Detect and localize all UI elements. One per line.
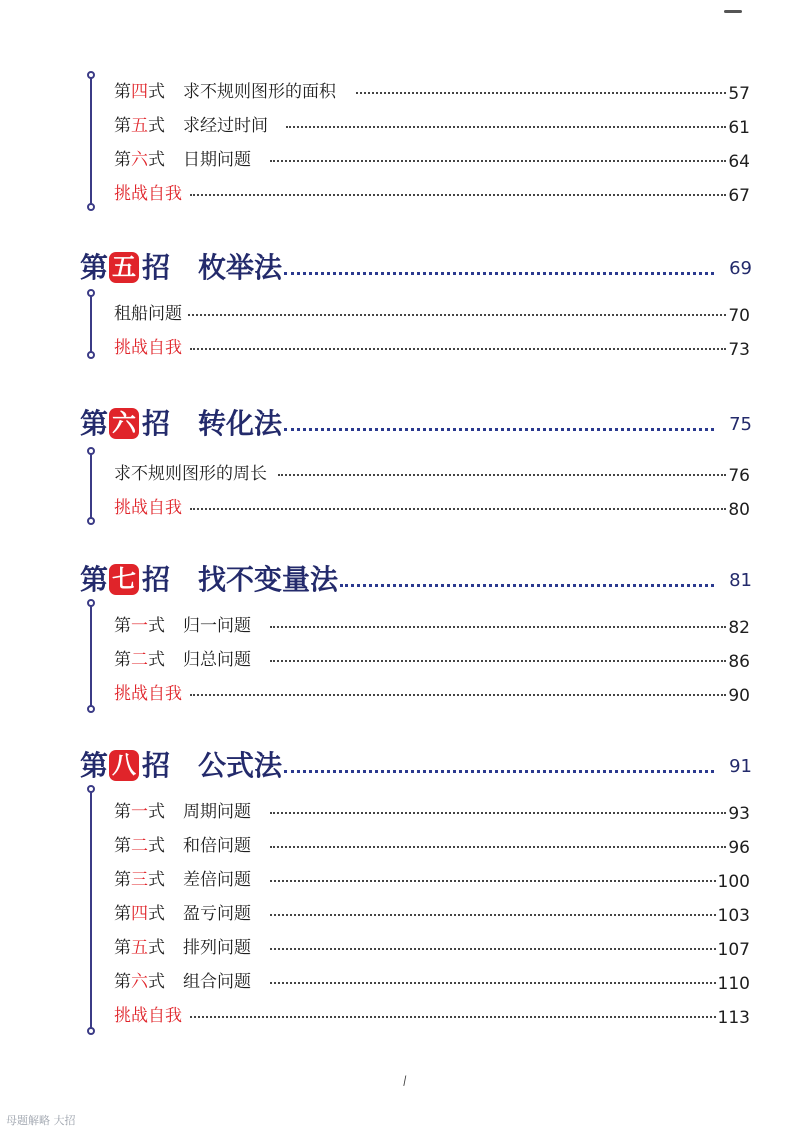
- toc-entry[interactable]: [114, 968, 750, 994]
- entry-label: 第五式 求经过时间: [114, 116, 268, 136]
- footer-watermark: 母题解略 大招: [6, 1114, 76, 1127]
- entry-label: 第一式 周期问题: [114, 802, 251, 822]
- entry-title: 求经过时间: [183, 116, 268, 136]
- entry-page-number: 113: [717, 1008, 750, 1028]
- section-header[interactable]: [80, 248, 752, 288]
- header-suffix: 招: [142, 251, 171, 284]
- dot-leader: [190, 194, 726, 196]
- dot-leader: [190, 694, 726, 696]
- entry-page-number: 96: [728, 838, 750, 858]
- section-title: 转化法: [198, 407, 283, 440]
- entry-page-number: 93: [728, 804, 750, 824]
- entry-title: 盈亏问题: [183, 904, 251, 924]
- entry-label: 第四式 求不规则图形的面积: [114, 82, 336, 102]
- header-prefix: 第: [80, 563, 109, 596]
- dot-leader: [270, 626, 726, 628]
- entry-page-number: 100: [717, 872, 750, 892]
- entry-page-number: 103: [717, 906, 750, 926]
- entry-page-number: 110: [717, 974, 750, 994]
- entry-page-number: 80: [728, 500, 750, 520]
- entry-title: 组合问题: [183, 972, 251, 992]
- section-rail: [90, 604, 92, 708]
- section-page-number: 81: [729, 570, 752, 591]
- toc-entry[interactable]: [114, 78, 750, 104]
- entry-label: 第六式 组合问题: [114, 972, 251, 992]
- entry-page-number: 70: [728, 306, 750, 326]
- entry-title: 归总问题: [183, 650, 251, 670]
- entry-page-number: 90: [728, 686, 750, 706]
- section-number-badge: 六: [109, 408, 139, 439]
- toc-entry[interactable]: [114, 900, 750, 926]
- section-title: 找不变量法: [198, 563, 339, 596]
- section-number-badge: 五: [109, 252, 139, 283]
- section-rail: [90, 294, 92, 354]
- scan-artifact-mark: ⁄: [401, 1074, 409, 1088]
- dot-leader: [270, 914, 716, 916]
- entry-label: 挑战自我: [114, 338, 182, 358]
- entry-label: 挑战自我: [114, 498, 182, 518]
- toc-entry[interactable]: [114, 934, 750, 960]
- toc-entry-challenge[interactable]: [114, 180, 750, 206]
- entry-title: 日期问题: [183, 150, 251, 170]
- entry-label: 第五式 排列问题: [114, 938, 251, 958]
- toc-entry[interactable]: [114, 646, 750, 672]
- entry-label: 第二式 归总问题: [114, 650, 251, 670]
- entry-label: 求不规则图形的周长: [114, 464, 267, 484]
- toc-entry[interactable]: [114, 866, 750, 892]
- dot-leader: [284, 770, 714, 773]
- entry-label: 挑战自我: [114, 1006, 182, 1026]
- header-prefix: 第: [80, 749, 109, 782]
- entry-label: 第六式 日期问题: [114, 150, 251, 170]
- header-suffix: 招: [142, 563, 171, 596]
- section-rail: [90, 790, 92, 1030]
- dot-leader: [284, 428, 714, 431]
- dot-leader: [286, 126, 726, 128]
- header-prefix: 第: [80, 251, 109, 284]
- entry-title: 和倍问题: [183, 836, 251, 856]
- entry-page-number: 86: [728, 652, 750, 672]
- toc-entry-challenge[interactable]: [114, 334, 750, 360]
- section-rail: [90, 452, 92, 520]
- section-header[interactable]: [80, 746, 752, 786]
- entry-page-number: 73: [728, 340, 750, 360]
- entry-page-number: 61: [728, 118, 750, 138]
- toc-entry-challenge[interactable]: [114, 680, 750, 706]
- toc-entry[interactable]: [114, 832, 750, 858]
- dot-leader: [270, 812, 726, 814]
- toc-entry[interactable]: [114, 612, 750, 638]
- entry-label: 第三式 差倍问题: [114, 870, 251, 890]
- section-title: 公式法: [198, 749, 283, 782]
- dot-leader: [270, 880, 716, 882]
- header-suffix: 招: [142, 749, 171, 782]
- entry-page-number: 82: [728, 618, 750, 638]
- entry-label: 挑战自我: [114, 684, 182, 704]
- section-rail: [90, 76, 92, 206]
- entry-page-number: 107: [717, 940, 750, 960]
- section-number-badge: 八: [109, 750, 139, 781]
- entry-page-number: 67: [728, 186, 750, 206]
- entry-title: 求不规则图形的面积: [183, 82, 336, 102]
- dot-leader: [340, 584, 714, 587]
- entry-page-number: 64: [728, 152, 750, 172]
- entry-page-number: 76: [728, 466, 750, 486]
- section-header[interactable]: [80, 560, 752, 600]
- toc-entry[interactable]: [114, 146, 750, 172]
- section-page-number: 91: [729, 756, 752, 777]
- entry-label: 挑战自我: [114, 184, 182, 204]
- entry-title: 归一问题: [183, 616, 251, 636]
- entry-title: 排列问题: [183, 938, 251, 958]
- dot-leader: [188, 314, 726, 316]
- entry-label: 第一式 归一问题: [114, 616, 251, 636]
- section-header[interactable]: [80, 404, 752, 444]
- toc-entry[interactable]: [114, 112, 750, 138]
- section-page-number: 75: [729, 414, 752, 435]
- toc-entry[interactable]: [114, 460, 750, 486]
- page-corner-mark: [724, 10, 742, 13]
- toc-entry[interactable]: [114, 798, 750, 824]
- entry-label: 租船问题: [114, 304, 182, 324]
- entry-label: 第四式 盈亏问题: [114, 904, 251, 924]
- dot-leader: [278, 474, 726, 476]
- entry-label: 第二式 和倍问题: [114, 836, 251, 856]
- dot-leader: [284, 272, 714, 275]
- dot-leader: [190, 508, 726, 510]
- header-suffix: 招: [142, 407, 171, 440]
- entry-page-number: 57: [728, 84, 750, 104]
- dot-leader: [270, 846, 726, 848]
- dot-leader: [270, 160, 726, 162]
- dot-leader: [190, 1016, 716, 1018]
- toc-entry-challenge[interactable]: [114, 494, 750, 520]
- dot-leader: [270, 660, 726, 662]
- section-page-number: 69: [729, 258, 752, 279]
- toc-entry-challenge[interactable]: [114, 1002, 750, 1028]
- dot-leader: [190, 348, 726, 350]
- entry-title: 周期问题: [183, 802, 251, 822]
- dot-leader: [356, 92, 726, 94]
- dot-leader: [270, 982, 716, 984]
- entry-title: 差倍问题: [183, 870, 251, 890]
- dot-leader: [270, 948, 716, 950]
- toc-entry[interactable]: [114, 300, 750, 326]
- header-prefix: 第: [80, 407, 109, 440]
- section-title: 枚举法: [198, 251, 283, 284]
- section-number-badge: 七: [109, 564, 139, 595]
